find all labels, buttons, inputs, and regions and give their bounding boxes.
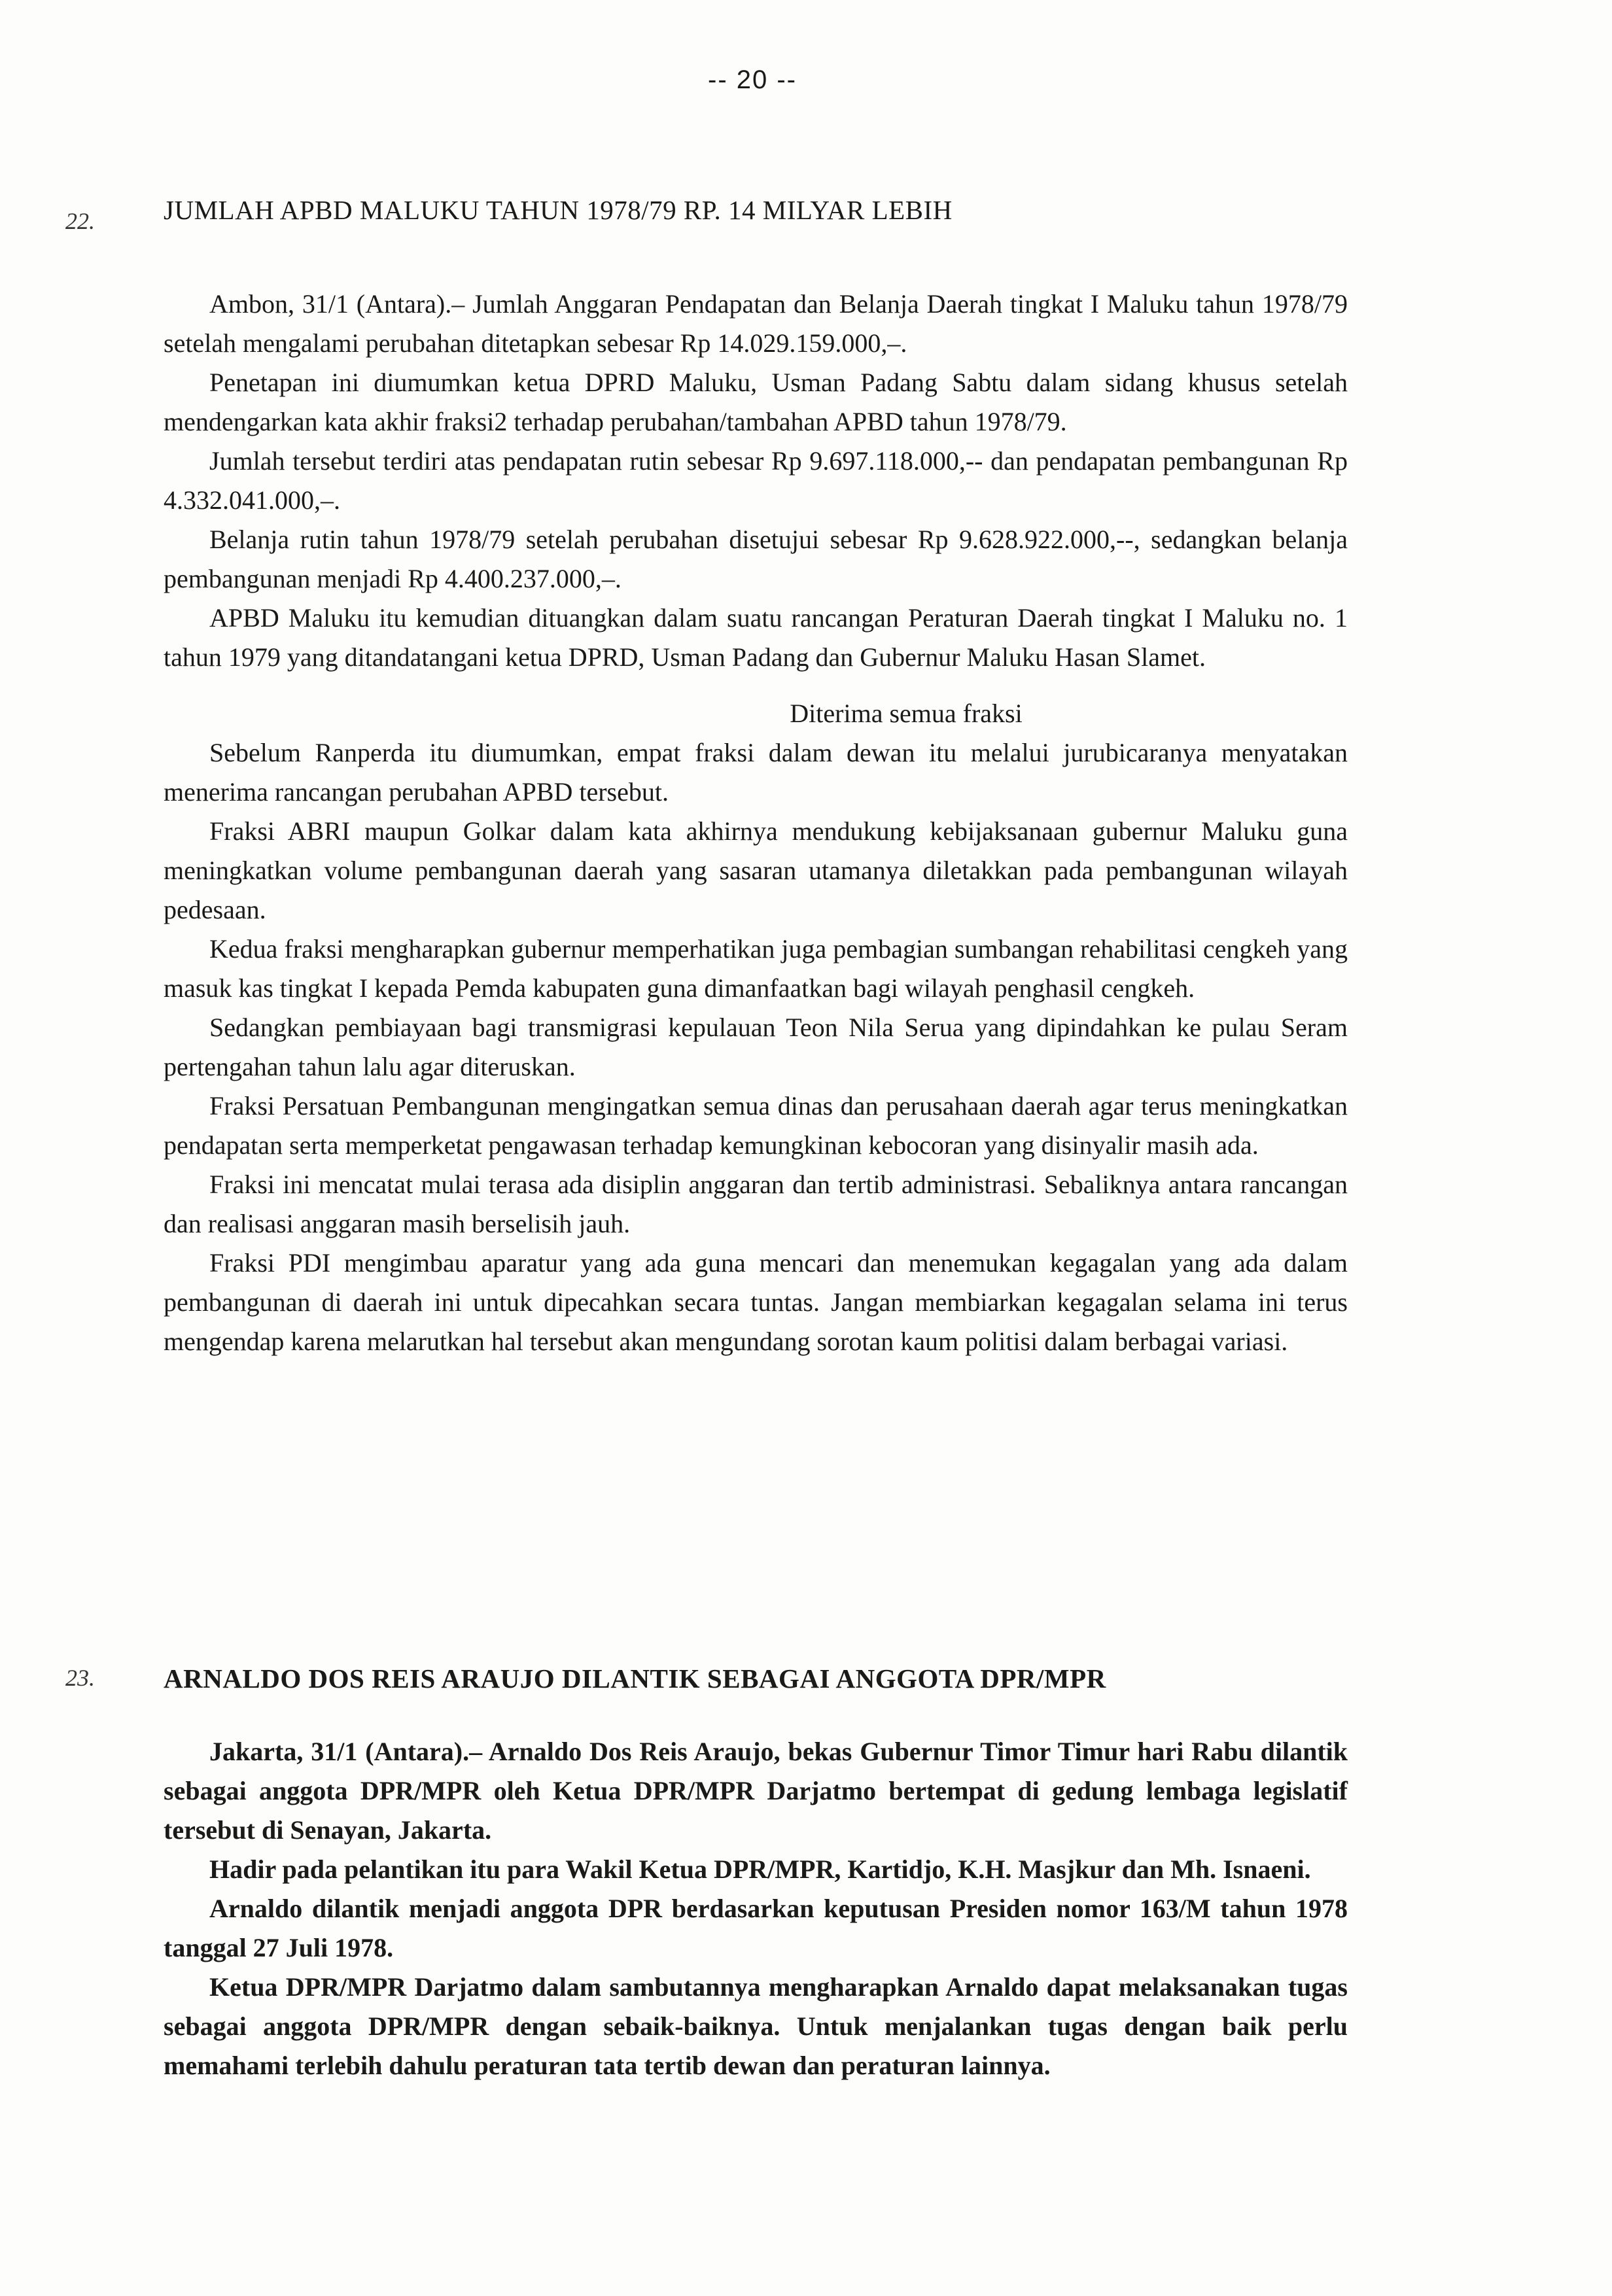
article-paragraph: Fraksi ini mencatat mulai terasa ada disiplin anggaran dan tertib administrasi. Sebaliknya antara rancangan dan realisasi anggaran masih berselisih jauh. [164,1170,1348,1238]
page-number: -- 20 -- [708,65,797,94]
article-paragraph: Hadir pada pelantikan itu para Wakil Ketua DPR/MPR, Kartidjo, K.H. Masjkur dan Mh. Isnaeni. [209,1854,1311,1884]
article-23 [65,1661,1348,2085]
article-body [164,1732,1348,2085]
article-paragraph: APBD Maluku itu kemudian dituangkan dalam suatu rancangan Peraturan Daerah tingkat I Maluku no. 1 tahun 1979 yang ditandatangani ketua DPRD, Usman Padang dan Gubernur Maluku Hasan Slamet. [164,603,1348,672]
article-subheading: Diterima semua fraksi [790,699,1023,728]
article-number: 22. [65,208,95,234]
article-body [164,285,1348,1361]
article-paragraph: Jakarta, 31/1 (Antara).– Arnaldo Dos Reis Araujo, bekas Gubernur Timor Timur hari Rabu dilantik sebagai anggota DPR/MPR oleh Ketua DPR/MPR Darjatmo bertempat di gedung lembaga legislatif tersebut di Senayan, Jakarta. [164,1737,1348,1845]
article-paragraph: Fraksi Persatuan Pembangunan mengingatkan semua dinas dan perusahaan daerah agar terus meningkatkan pendapatan serta memperketat pengawasan terhadap kemungkinan kebocoran yang disinyalir masih ada. [164,1091,1348,1160]
article-number: 23. [65,1665,95,1691]
article-paragraph: Ketua DPR/MPR Darjatmo dalam sambutannya mengharapkan Arnaldo dapat melaksanakan tugas sebagai anggota DPR/MPR dengan sebaik-baiknya. Untuk menjalankan tugas dengan baik perlu memahami terlebih dahulu peraturan tata tertib dewan dan peraturan lainnya. [164,1972,1348,2080]
article-paragraph: Kedua fraksi mengharapkan gubernur memperhatikan juga pembagian sumbangan rehabilitasi cengkeh yang masuk kas tingkat I kepada Pemda kabupaten guna dimanfaatkan bagi wilayah penghasil cengkeh. [164,934,1348,1003]
article-paragraph: Penetapan ini diumumkan ketua DPRD Maluku, Usman Padang Sabtu dalam sidang khusus setelah mendengarkan kata akhir fraksi2 terhadap perubahan/tambahan APBD tahun 1978/79. [164,368,1348,436]
article-headline: ARNALDO DOS REIS ARAUJO DILANTIK SEBAGAI ANGGOTA DPR/MPR [164,1663,1106,1694]
article-headline: JUMLAH APBD MALUKU TAHUN 1978/79 RP. 14 MILYAR LEBIH [164,195,953,225]
article-paragraph: Sebelum Ranperda itu diumumkan, empat fraksi dalam dewan itu melalui jurubicaranya menyatakan menerima rancangan perubahan APBD tersebut. [164,738,1348,807]
article-paragraph: Belanja rutin tahun 1978/79 setelah perubahan disetujui sebesar Rp 9.628.922.000,--, sedangkan belanja pembangunan menjadi Rp 4.400.237.000,–. [164,525,1348,593]
article-paragraph: Sedangkan pembiayaan bagi transmigrasi kepulauan Teon Nila Serua yang dipindahkan ke pulau Seram pertengahan tahun lalu agar diteruskan. [164,1013,1348,1081]
article-paragraph: Arnaldo dilantik menjadi anggota DPR berdasarkan keputusan Presiden nomor 163/M tahun 1978 tanggal 27 Juli 1978. [164,1894,1348,1962]
article-paragraph: Ambon, 31/1 (Antara).– Jumlah Anggaran Pendapatan dan Belanja Daerah tingkat I Maluku tahun 1978/79 setelah mengalami perubahan ditetapkan sebesar Rp 14.029.159.000,–. [164,289,1348,358]
article-paragraph: Fraksi PDI mengimbau aparatur yang ada guna mencari dan menemukan kegagalan yang ada dalam pembangunan di daerah ini untuk dipecahkan secara tuntas. Jangan membiarkan kegagalan selama ini terus mengendap karena melarutkan hal tersebut akan mengundang sorotan kaum politisi dalam berbagai variasi. [164,1248,1348,1356]
article-paragraph: Jumlah tersebut terdiri atas pendapatan rutin sebesar Rp 9.697.118.000,-- dan pendapatan pembangunan Rp 4.332.041.000,–. [164,446,1348,515]
article-22 [65,193,1348,1361]
article-paragraph: Fraksi ABRI maupun Golkar dalam kata akhirnya mendukung kebijaksanaan gubernur Maluku guna meningkatkan volume pembangunan daerah yang sasaran utamanya diletakkan pada pembangunan wilayah pedesaan. [164,816,1348,924]
